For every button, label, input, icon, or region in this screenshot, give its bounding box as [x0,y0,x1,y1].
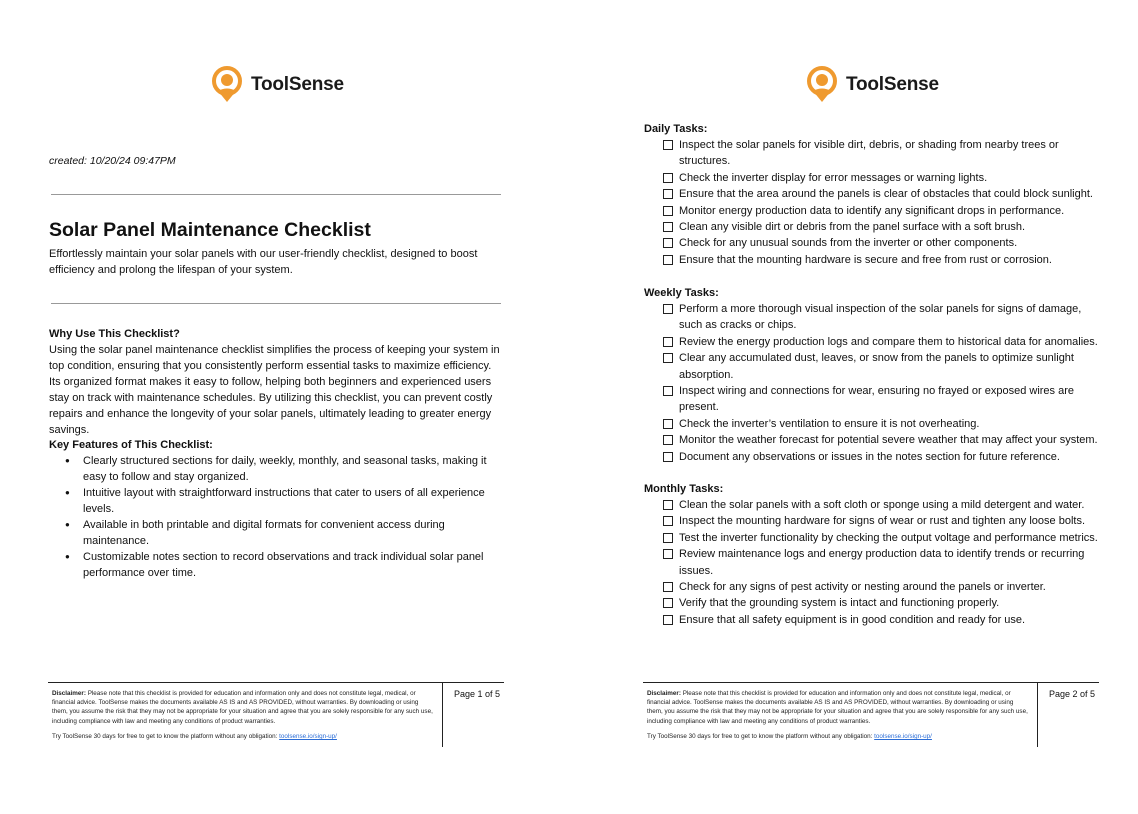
checkbox[interactable] [663,206,673,216]
disclaimer-label: Disclaimer: [647,690,681,697]
checklist-item-text: Ensure that the mounting hardware is secure and free from rust or corrosion. [679,253,1052,266]
footer [48,682,504,746]
feature-item: ● Intuitive layout with straightforward instructions that cater to users of all experience levels. [65,485,501,517]
checklist-item [663,203,1104,219]
checklist-item-text: Clean the solar panels with a soft cloth or sponge using a mild detergent and water. [679,499,1085,511]
signup-link[interactable]: toolsense.io/sign-up/ [874,733,932,740]
checklist-item-text: Clean any visible dirt or debris from the panel surface with a soft brush. [679,221,1026,234]
checklist-item [663,449,1104,465]
created-date: created: 10/20/24 09:47PM [49,155,176,167]
checkbox[interactable] [663,238,673,248]
checklist-item-text: Check for any signs of pest activity or nesting around the panels or inverter. [679,581,1046,594]
location-pin-logo-icon [806,66,838,103]
checklist-item [663,334,1104,350]
page-1 [0,0,560,814]
disclaimer-text: Please note that this checklist is provided for education and information only and does not constitute legal, medical, or financial advice. ToolSense makes the documents available AS IS and AS PROVIDED, without warranties. By downloading or using them, you assume the risk that they may not be appropriate for your situation and agree that you are solely responsible for any such use, including compliance with law and meeting any conditions of product warranties. [52,690,433,725]
checklist-item-text: Clear any accumulated dust, leaves, or snow from the panels to optimize sunlight absorption. [679,352,1074,381]
page-number: Page 1 of 5 [454,689,501,699]
checklist-item [663,416,1104,432]
task-section [644,285,1104,465]
checkbox[interactable] [663,386,673,396]
checklist-item [663,530,1104,546]
signup-link[interactable]: toolsense.io/sign-up/ [279,733,337,740]
checklist-item [663,137,1104,170]
checklist-item [663,579,1104,595]
checkbox[interactable] [663,452,673,462]
toolsense-logo [806,66,939,103]
checkbox[interactable] [663,140,673,150]
section-heading: Monthly Tasks: [644,483,724,495]
checklist-item [663,546,1104,579]
why-heading: Why Use This Checklist? [49,328,180,340]
page-2 [595,0,1138,814]
checklist-item-text: Check the inverter’s ventilation to ensure it is not overheating. [679,417,980,430]
feature-item: ● Available in both printable and digital formats for convenient access during maintenance. [65,517,501,549]
footer [643,682,1099,746]
checklist-item-text: Test the inverter functionality by checking the output voltage and performance metrics. [679,531,1098,544]
checkbox[interactable] [663,255,673,265]
disclaimer [52,689,434,726]
checklist-item-text: Document any observations or issues in the notes section for future reference. [679,450,1060,463]
checklist-item [663,383,1104,416]
checklist-item [663,170,1104,186]
checklist-item-text: Verify that the grounding system is intact and functioning properly. [679,597,1000,610]
checkbox[interactable] [663,337,673,347]
disclaimer-label: Disclaimer: [52,690,86,697]
disclaimer [647,689,1029,726]
intro-text: Effortlessly maintain your solar panels with our user-friendly checklist, designed to boost efficiency and prolong the lifespan of your system. [49,248,478,276]
feature-item: ● Clearly structured sections for daily, weekly, monthly, and seasonal tasks, making it easy to follow and stay organized. [65,453,501,485]
checklist-item [663,219,1104,235]
checkbox[interactable] [663,189,673,199]
checklist-item-text: Perform a more thorough visual inspection of the solar panels for signs of damage, such as cracks or chips. [679,303,1082,332]
checklist-item-text: Check the inverter display for error messages or warning lights. [679,171,988,184]
checklist-item-text: Inspect the mounting hardware for signs of wear or rust and tighten any loose bolts. [679,515,1086,528]
checkbox[interactable] [663,516,673,526]
checkbox[interactable] [663,353,673,363]
checklist-item [663,497,1104,513]
checkbox[interactable] [663,500,673,510]
checkbox[interactable] [663,533,673,543]
checklist-item-text: Check for any unusual sounds from the inverter or other components. [679,237,1018,250]
checklist-item [663,350,1104,383]
checklist-item-text: Inspect wiring and connections for wear, ensuring no frayed or exposed wires are present. [679,385,1074,414]
divider [51,303,501,304]
brand-name: ToolSense [251,73,344,95]
why-section [49,326,501,438]
trial-label: Try ToolSense 30 days for free to get to know the platform without any obligation: [647,733,875,740]
section-heading: Weekly Tasks: [644,287,719,299]
checklist-item [663,612,1104,628]
checkbox[interactable] [663,304,673,314]
page-title: Solar Panel Maintenance Checklist [49,219,371,241]
task-section [644,121,1104,268]
checklist-item-text: Ensure that all safety equipment is in good condition and ready for use. [679,613,1026,626]
section-heading: Daily Tasks: [644,123,708,135]
checkbox[interactable] [663,598,673,608]
page-number: Page 2 of 5 [1049,689,1096,699]
checklist-item-text: Inspect the solar panels for visible dirt, debris, or shading from nearby trees or structures. [679,139,1059,168]
checklist-item [663,252,1104,268]
checkbox[interactable] [663,173,673,183]
checkbox[interactable] [663,582,673,592]
checklist-item [663,432,1104,448]
checkbox[interactable] [663,435,673,445]
checklist-item-text: Monitor the weather forecast for potential severe weather that may affect your system. [679,434,1098,447]
checklist-item [663,513,1104,529]
location-pin-logo-icon [211,66,243,103]
trial-label: Try ToolSense 30 days for free to get to know the platform without any obligation: [52,733,280,740]
footer-divider [1037,683,1038,747]
checklist-item-text: Review maintenance logs and energy production data to identify trends or recurring issues. [679,548,1085,577]
checklist-item [663,595,1104,611]
why-text: Using the solar panel maintenance checklist simplifies the process of keeping your system in top condition, ensuring that you consistently perform essential tasks to maximize efficiency. Its organized format makes it easy to follow, helping both beginners and experienced users stay on track with maintenance schedules. By utilizing this checklist, you can prevent costly repairs and enhance the longevity of your solar panels, ultimately leading to greater energy savings. [49,344,500,436]
trial-text [647,733,932,740]
features-heading: Key Features of This Checklist: [49,439,213,451]
divider [51,194,501,195]
checklist-item-text: Monitor energy production data to identify any significant drops in performance. [679,204,1065,217]
checklist-item-text: Review the energy production logs and compare them to historical data for anomalies. [679,335,1098,348]
feature-item: ● Customizable notes section to record observations and track individual solar panel performance over time. [65,549,501,581]
checklist-item [663,235,1104,251]
checklist-item [663,301,1104,334]
footer-divider [442,683,443,747]
disclaimer-text: Please note that this checklist is provided for education and information only and does not constitute legal, medical, or financial advice. ToolSense makes the documents available AS IS and AS PROVIDED, without warranties. By downloading or using them, you assume the risk that they may not be appropriate for your situation and agree that you are solely responsible for any such use, including compliance with law and meeting any conditions of product warranties. [647,690,1028,725]
features-section [49,437,501,581]
checkbox[interactable] [663,222,673,232]
checklist-item [663,186,1104,202]
checklist-item-text: Ensure that the area around the panels is clear of obstacles that could block sunlight. [679,188,1093,201]
checkbox[interactable] [663,615,673,625]
checkbox[interactable] [663,419,673,429]
task-section [644,481,1104,628]
brand-name: ToolSense [846,73,939,95]
toolsense-logo [211,66,344,103]
checkbox[interactable] [663,549,673,559]
trial-text [52,733,337,740]
